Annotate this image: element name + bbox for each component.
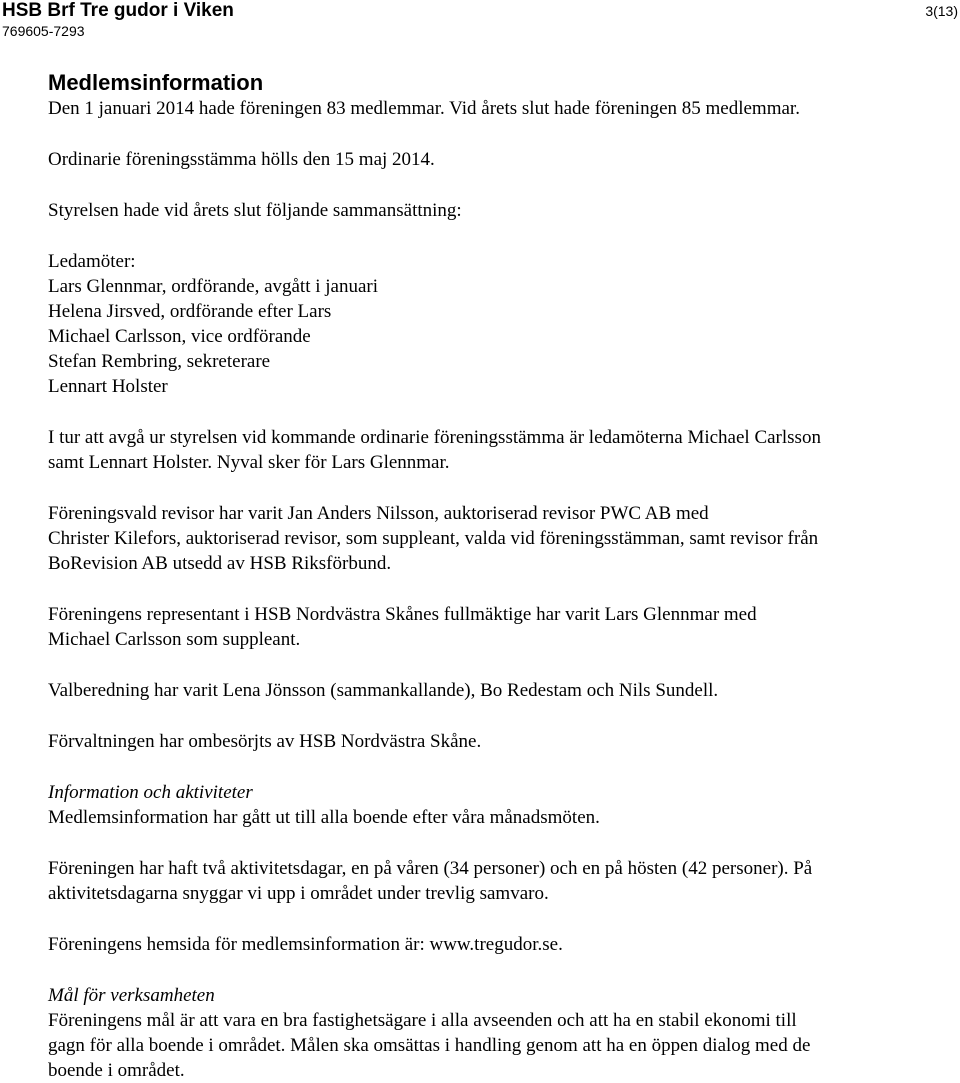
board-intro-text: Styrelsen hade vid årets slut följande sammansättning: (48, 200, 462, 221)
website-text: Föreningens hemsida för medlemsinformation är: www.tregudor.se. (48, 934, 563, 955)
management-text: Förvaltningen har ombesörjts av HSB Nordvästra Skåne. (48, 731, 482, 752)
board-member: Lennart Holster (48, 376, 168, 397)
representative-line: Föreningens representant i HSB Nordvästra Skånes fullmäktige har varit Lars Glennmar med (48, 604, 757, 625)
goals-line: Föreningens mål är att vara en bra fastighetsägare i alla avseenden och att ha en stabil ekonomi till (48, 1010, 797, 1031)
activity-line: aktivitetsdagarna snyggar vi upp i området under trevlig samvaro. (48, 883, 549, 904)
auditor-line: Christer Kilefors, auktoriserad revisor, som suppleant, valda vid föreningsstämman, samt revisor från (48, 528, 819, 549)
meeting-text: Ordinarie föreningsstämma hölls den 15 maj 2014. (48, 149, 435, 170)
newsletter-paragraph (48, 805, 948, 830)
info-section-title (48, 780, 948, 805)
management-paragraph (48, 729, 948, 754)
document-body (48, 70, 948, 1083)
spacer (48, 475, 948, 501)
goals-section-title-text: Mål för verksamheten (48, 985, 215, 1006)
representative-line: Michael Carlsson som suppleant. (48, 629, 301, 650)
members-paragraph (48, 96, 948, 121)
auditor-paragraph (48, 501, 948, 576)
organization-number: 769605-7293 (2, 23, 85, 39)
spacer (48, 906, 948, 932)
board-member: Stefan Rembring, sekreterare (48, 351, 271, 372)
page-header (0, 0, 960, 44)
spacer (48, 754, 948, 780)
board-member: Lars Glennmar, ordförande, avgått i januari (48, 276, 379, 297)
spacer (48, 121, 948, 147)
auditor-line: BoRevision AB utsedd av HSB Riksförbund. (48, 553, 392, 574)
spacer (48, 703, 948, 729)
representative-paragraph (48, 602, 948, 652)
members-text: Den 1 januari 2014 hade föreningen 83 medlemmar. Vid årets slut hade föreningen 85 medlemmar. (48, 98, 800, 119)
goals-section-title (48, 983, 948, 1008)
election-line: samt Lennart Holster. Nyval sker för Lars Glennmar. (48, 452, 450, 473)
board-list (48, 249, 948, 399)
info-section-title-text: Information och aktiviteter (48, 782, 253, 803)
goals-line: boende i området. (48, 1060, 185, 1081)
website-paragraph (48, 932, 948, 957)
activity-paragraph (48, 856, 948, 906)
election-paragraph (48, 425, 948, 475)
organization-name: HSB Brf Tre gudor i Viken (2, 0, 234, 21)
nomination-paragraph (48, 678, 948, 703)
board-heading: Ledamöter: (48, 251, 136, 272)
spacer (48, 576, 948, 602)
newsletter-text: Medlemsinformation har gått ut till alla boende efter våra månadsmöten. (48, 807, 600, 828)
spacer (48, 223, 948, 249)
goals-line: gagn för alla boende i området. Målen ska omsättas i handling genom att ha en öppen dialog med de (48, 1035, 811, 1056)
page-number: 3(13) (925, 3, 958, 19)
board-intro-paragraph (48, 198, 948, 223)
spacer (48, 652, 948, 678)
election-line: I tur att avgå ur styrelsen vid kommande ordinarie föreningsstämma är ledamöterna Michael Carlsson (48, 427, 821, 448)
spacer (48, 172, 948, 198)
board-member: Helena Jirsved, ordförande efter Lars (48, 301, 332, 322)
board-member: Michael Carlsson, vice ordförande (48, 326, 311, 347)
goals-paragraph (48, 1008, 948, 1083)
spacer (48, 957, 948, 983)
activity-line: Föreningen har haft två aktivitetsdagar, en på våren (34 personer) och en på hösten (42 personer). På (48, 858, 813, 879)
auditor-line: Föreningsvald revisor har varit Jan Anders Nilsson, auktoriserad revisor PWC AB med (48, 503, 709, 524)
spacer (48, 399, 948, 425)
nomination-text: Valberedning har varit Lena Jönsson (sammankallande), Bo Redestam och Nils Sundell. (48, 680, 719, 701)
section-title: Medlemsinformation (48, 70, 264, 95)
meeting-paragraph (48, 147, 948, 172)
spacer (48, 830, 948, 856)
